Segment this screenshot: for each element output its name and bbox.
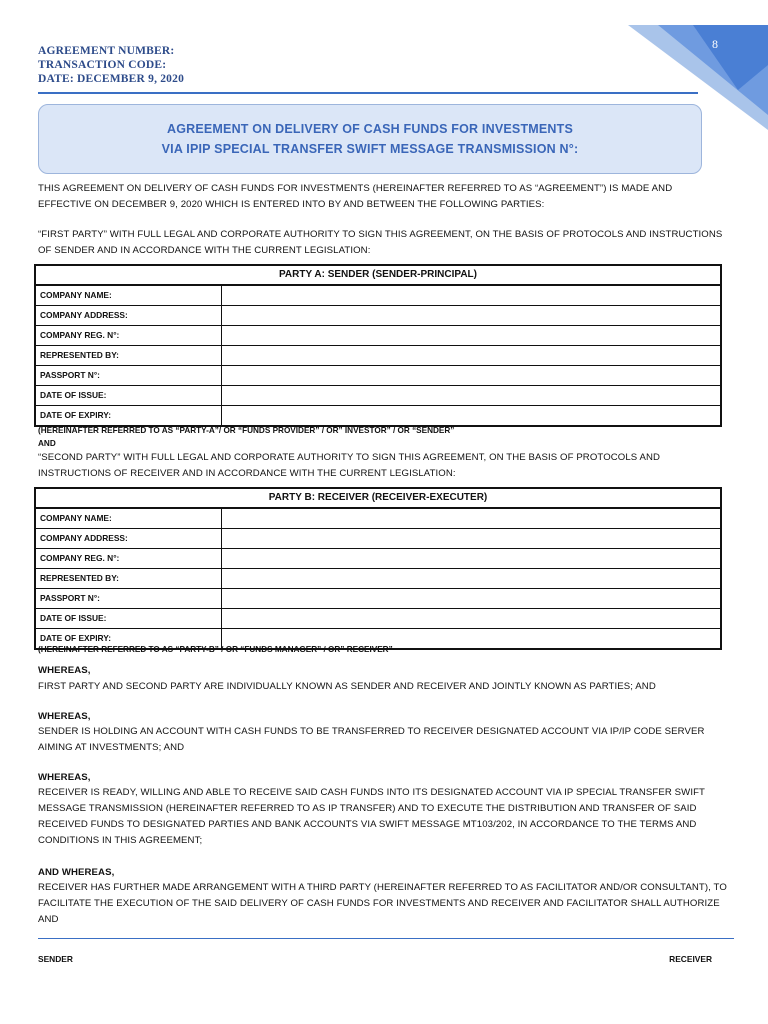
row-label: COMPANY NAME: xyxy=(36,286,222,305)
table-row xyxy=(36,326,720,346)
row-label: COMPANY ADDRESS: xyxy=(36,306,222,325)
table-row xyxy=(36,529,720,549)
row-label: COMPANY NAME: xyxy=(36,509,222,528)
whereas-text: FIRST PARTY AND SECOND PARTY ARE INDIVIDUALLY KNOWN AS SENDER AND RECEIVER AND JOINTLY KNOWN AS PARTIES; AND xyxy=(38,681,656,692)
table-row xyxy=(36,386,720,406)
row-label: DATE OF EXPIRY: xyxy=(36,406,222,425)
table-row xyxy=(36,366,720,386)
party-a-note: (HEREINAFTER REFERRED TO AS “PARTY-A”/ OR “FUNDS PROVIDER” / OR” INVESTOR” / OR “SENDER” xyxy=(38,426,455,435)
row-value-field[interactable] xyxy=(222,366,720,385)
party-b-heading: PARTY B: RECEIVER (RECEIVER-EXECUTER) xyxy=(36,489,720,509)
whereas-text: RECEIVER HAS FURTHER MADE ARRANGEMENT WITH A THIRD PARTY (HEREINAFTER REFERRED TO AS FACILITATOR AND/OR CONSULTANT), TO FACILITATE THE EXECUTION OF THE SAID DELIVERY OF CASH FUNDS FOR INVESTMENTS AND RECEIVER AND FACILITATOR SHALL AUTHORIZE AND xyxy=(38,882,727,925)
whereas-heading: WHEREAS, xyxy=(38,711,91,722)
row-label: COMPANY ADDRESS: xyxy=(36,529,222,548)
row-value-field[interactable] xyxy=(222,386,720,405)
and-connector: AND xyxy=(38,439,56,448)
row-label: DATE OF ISSUE: xyxy=(36,386,222,405)
row-value-field[interactable] xyxy=(222,509,720,528)
page-number: 8 xyxy=(712,37,718,51)
row-label: REPRESENTED BY: xyxy=(36,569,222,588)
footer-sender-label: SENDER xyxy=(38,954,73,964)
row-value-field[interactable] xyxy=(222,569,720,588)
table-row xyxy=(36,549,720,569)
title-line-2: VIA IPIP SPECIAL TRANSFER SWIFT MESSAGE TRANSMISSION N°: xyxy=(161,142,579,156)
second-party-paragraph: “SECOND PARTY” WITH FULL LEGAL AND CORPORATE AUTHORITY TO SIGN THIS AGREEMENT, ON THE BASIS OF PROTOCOLS AND INSTRUCTIONS OF RECEIVER AND IN ACCORDANCE WITH THE CURRENT LEGISLATION: xyxy=(38,452,661,479)
agreement-number-label: AGREEMENT NUMBER: xyxy=(38,45,175,57)
row-label: COMPANY REG. N°: xyxy=(36,326,222,345)
row-value-field[interactable] xyxy=(222,549,720,568)
party-a-heading: PARTY A: SENDER (SENDER-PRINCIPAL) xyxy=(36,266,720,286)
footer-receiver-label: RECEIVER xyxy=(669,954,712,964)
row-value-field[interactable] xyxy=(222,406,720,425)
first-party-paragraph: “FIRST PARTY” WITH FULL LEGAL AND CORPORATE AUTHORITY TO SIGN THIS AGREEMENT, ON THE BASIS OF PROTOCOLS AND INSTRUCTIONS OF SENDER AND IN ACCORDANCE WITH THE CURRENT LEGISLATION: xyxy=(38,229,723,256)
table-row xyxy=(36,346,720,366)
row-label: PASSPORT N°: xyxy=(36,366,222,385)
whereas-text: SENDER IS HOLDING AN ACCOUNT WITH CASH FUNDS TO BE TRANSFERRED TO RECEIVER DESIGNATED ACCOUNT VIA IP/IP CODE SERVER AIMING AT INVESTMENTS; AND xyxy=(38,726,705,753)
row-value-field[interactable] xyxy=(222,306,720,325)
transaction-code-label: TRANSACTION CODE: xyxy=(38,59,167,71)
row-label: DATE OF ISSUE: xyxy=(36,609,222,628)
row-value-field[interactable] xyxy=(222,346,720,365)
row-value-field[interactable] xyxy=(222,529,720,548)
table-row xyxy=(36,569,720,589)
table-row xyxy=(36,286,720,306)
whereas-heading: WHEREAS, xyxy=(38,665,91,676)
table-row xyxy=(36,609,720,629)
whereas-heading: WHEREAS, xyxy=(38,772,91,783)
intro-paragraph: THIS AGREEMENT ON DELIVERY OF CASH FUNDS FOR INVESTMENTS (HEREINAFTER REFERRED TO AS “AGREEMENT”) IS MADE AND EFFECTIVE ON DECEMBER 9, 2020 WHICH IS ENTERED INTO BY AND BETWEEN THE FOLLOWING PARTIES: xyxy=(38,183,673,210)
title-line-1: AGREEMENT ON DELIVERY OF CASH FUNDS FOR INVESTMENTS xyxy=(166,122,574,136)
table-row xyxy=(36,589,720,609)
row-value-field[interactable] xyxy=(222,589,720,608)
whereas-heading: AND WHEREAS, xyxy=(38,867,115,878)
row-label: DATE OF EXPIRY: xyxy=(36,629,222,648)
table-row xyxy=(36,306,720,326)
agreement-title-box xyxy=(38,104,702,174)
row-label: COMPANY REG. N°: xyxy=(36,549,222,568)
date-label: DATE: DECEMBER 9, 2020 xyxy=(38,73,185,85)
party-b-table xyxy=(34,487,722,650)
row-label: PASSPORT N°: xyxy=(36,589,222,608)
party-b-note: (HEREINAFTER REFERRED TO AS “PARTY-B” / OR “FUNDS MANAGER” / OR” RECEIVER” xyxy=(38,645,393,654)
row-label: REPRESENTED BY: xyxy=(36,346,222,365)
document-meta xyxy=(38,44,184,86)
table-row xyxy=(36,406,720,425)
whereas-text: RECEIVER IS READY, WILLING AND ABLE TO RECEIVE SAID CASH FUNDS INTO ITS DESIGNATED ACCOUNT VIA IP SPECIAL TRANSFER SWIFT MESSAGE TRANSMISSION (HEREINAFTER REFERRED TO AS IP TRANSFER) AND TO EXECUTE THE DISTRIBUTION AND TRANSFER OF SAID RECEIVED FUNDS TO DESIGNATED PARTIES AND BANK ACCOUNTS VIA SWIFT MESSAGE MT103/202, IN ACCORDANCE TO THE TERMS AND CONDITIONS IN THIS AGREEMENT; xyxy=(38,787,705,846)
header-rule xyxy=(38,92,698,94)
party-a-table xyxy=(34,264,722,427)
table-row xyxy=(36,509,720,529)
row-value-field[interactable] xyxy=(222,286,720,305)
row-value-field[interactable] xyxy=(222,609,720,628)
footer-rule xyxy=(38,938,734,939)
row-value-field[interactable] xyxy=(222,326,720,345)
